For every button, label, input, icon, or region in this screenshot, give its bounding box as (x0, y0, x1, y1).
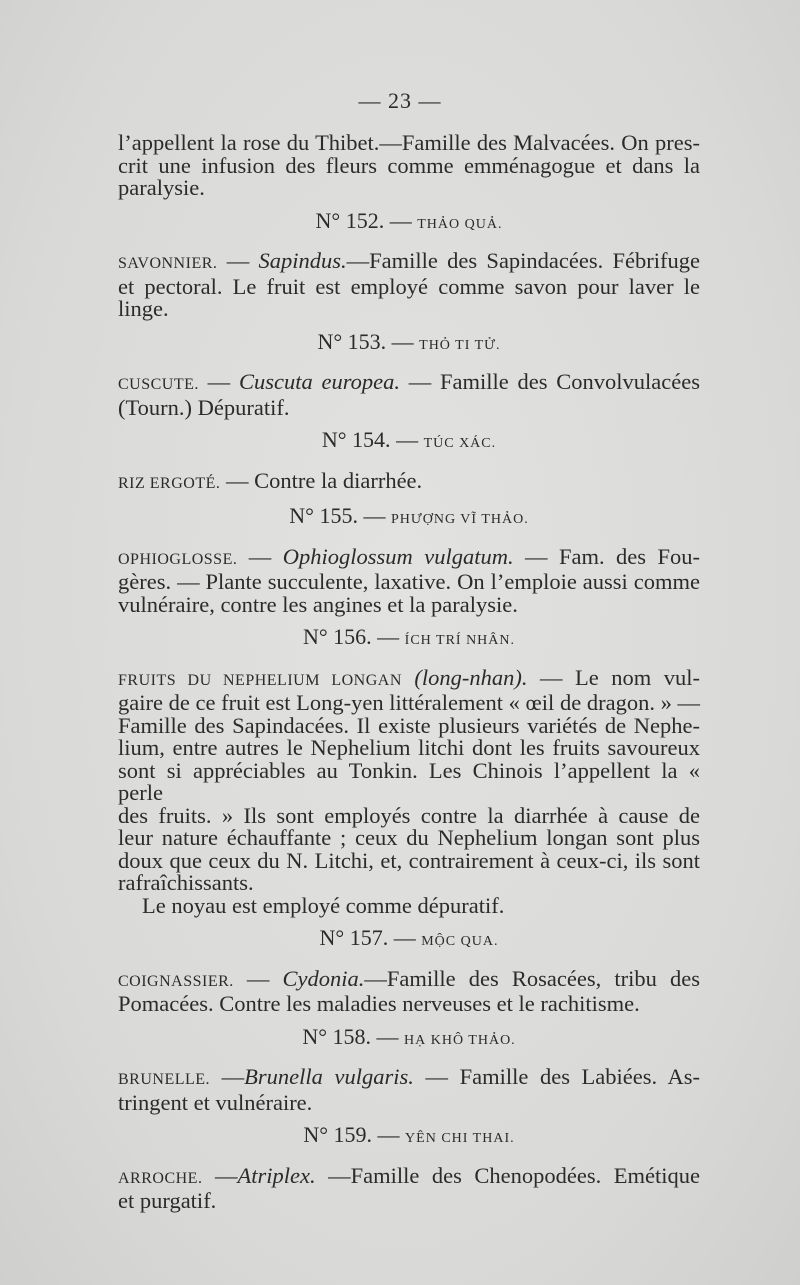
page-body (118, 132, 700, 1213)
text-line: lium, entre autres le Nephelium litchi dont les fruits savoureux (118, 735, 700, 760)
entry-paragraph (118, 467, 700, 496)
latin-name: (long-nhan). (414, 664, 528, 690)
heading-dash: — (376, 1023, 399, 1049)
heading-dash: — (363, 503, 386, 528)
entry-paragraph (118, 664, 701, 918)
plant-name: BRUNELLE. (118, 1071, 211, 1088)
plant-name: OPHIOGLOSSE. (118, 550, 238, 568)
heading-dash: — (377, 1122, 400, 1147)
text-line: —Famille des Chenopodées. Emétique (328, 1162, 701, 1188)
entry-number: N° 155. (289, 503, 358, 528)
plant-name: COIGNASSIER. (118, 972, 234, 990)
plant-name: CUSCUTE. (118, 376, 199, 393)
vietnamese-name: TÚC XÁC. (423, 436, 497, 451)
intro-paragraph (118, 132, 700, 200)
name-separator: — (221, 1064, 245, 1089)
entry-number: N° 159. (303, 1122, 373, 1147)
entry-heading (118, 328, 700, 358)
text-line: (Tourn.) Dépuratif. (118, 394, 290, 420)
name-separator: — (214, 1162, 238, 1188)
entry-paragraph (118, 1066, 700, 1114)
text-line: crit une infusion des fleurs comme emménagogue et dans la (118, 152, 700, 178)
entry-paragraph (118, 543, 701, 617)
plant-name: FRUITS DU NEPHELIUM LONGAN (118, 671, 402, 689)
heading-dash: — (389, 207, 412, 233)
name-separator: — (226, 467, 249, 493)
text-line: —Famille des Sapindacées. Fébrifuge (346, 248, 701, 273)
latin-name: Ophioglossum vulgatum. (282, 543, 514, 569)
entry-number: N° 153. (317, 328, 387, 354)
entry-number: N° 154. (321, 427, 391, 452)
text-line: — Fam. des Fou- (525, 543, 701, 569)
entry-paragraph (118, 371, 700, 419)
vietnamese-name: YÊN CHI THAI. (405, 1131, 515, 1146)
entry-number: N° 157. (319, 925, 389, 950)
text-line: doux que ceux du N. Litchi, et, contrairement à ceux-ci, ils sont (118, 847, 700, 873)
heading-dash: — (377, 624, 400, 649)
text-line: et pectoral. Le fruit est employé comme savon pour laver le (118, 273, 700, 299)
text-line: l’appellent la rose du Thibet.—Famille des Malvacées. On pres- (118, 130, 700, 155)
plant-name: RIZ ERGOTÉ. (118, 474, 221, 492)
text-line: Pomacées. Contre les maladies nerveuses et le rachitisme. (118, 991, 640, 1016)
entry-paragraph (118, 1162, 701, 1213)
entry-heading (118, 1023, 700, 1053)
latin-name: Sapindus. (258, 248, 347, 273)
text-line: rafraîchissants. (118, 870, 254, 895)
vietnamese-name: THỎ TI TỬ. (419, 337, 501, 353)
plant-name: SAVONNIER. (118, 255, 218, 272)
heading-dash: — (396, 427, 419, 452)
entry-heading (118, 626, 700, 653)
latin-name: Atriplex. (237, 1162, 316, 1188)
page-number: — 23 — (358, 88, 442, 113)
heading-dash: — (393, 925, 416, 950)
entry-number: N° 152. (315, 207, 385, 233)
entry-paragraph (118, 965, 700, 1016)
text-line: sont si appréciables au Tonkin. Les Chinois l’appellent la « perle (118, 757, 700, 805)
text-line: Famille des Sapindacées. Il existe plusieurs variétés de Nephe- (118, 712, 700, 738)
text-line: gaire de ce fruit est Long-yen littéralement « œil de dragon. » — (118, 690, 700, 715)
text-line: Contre la diarrhée. (254, 467, 423, 493)
text-line: leur nature échauffante ; ceux du Nephelium longan sont plus (118, 825, 700, 850)
text-line: gères. — Plante succulente, laxative. On l’emploie aussi comme (118, 569, 700, 594)
text-line: linge. (118, 296, 169, 321)
vietnamese-name: HẠ KHÔ THẢO. (404, 1032, 516, 1048)
name-separator: — (246, 965, 270, 991)
text-line: vulnéraire, contre les angines et la paralysie. (118, 591, 518, 617)
latin-name: Cydonia. (282, 965, 365, 991)
name-separator: — (207, 369, 231, 394)
plant-name: ARROCHE. (118, 1169, 203, 1187)
text-line: — Le nom vul- (540, 664, 701, 690)
text-line: et purgatif. (118, 1188, 217, 1213)
vietnamese-name: PHƯỢNG VĨ THẢO. (390, 512, 529, 527)
entry-heading (118, 1124, 700, 1151)
vietnamese-name: ÍCH TRÍ NHÂN. (404, 633, 516, 648)
entry-number: N° 158. (302, 1023, 371, 1049)
text-line: Le noyau est employé comme dépuratif. (142, 892, 505, 918)
entry-paragraph (118, 250, 700, 321)
vietnamese-name: THẢO QUẢ. (417, 216, 503, 232)
name-separator: — (226, 248, 250, 273)
heading-dash: — (391, 328, 414, 354)
text-line: des fruits. » Ils sont employés contre la diarrhée à cause de (118, 802, 700, 828)
entry-heading (118, 927, 700, 954)
text-line: tringent et vulnéraire. (118, 1089, 313, 1115)
entry-heading (118, 505, 700, 532)
text-line: — Famille des Convolvulacées (408, 369, 700, 394)
text-line: paralysie. (118, 175, 205, 200)
entry-number: N° 156. (302, 624, 372, 649)
text-line: —Famille des Rosacées, tribu des (364, 965, 700, 991)
latin-name: Cuscuta europea. (238, 369, 400, 394)
text-line: — Famille des Labiées. As- (425, 1064, 701, 1089)
latin-name: Brunella vulgaris. (244, 1064, 414, 1089)
name-separator: — (248, 543, 272, 569)
vietnamese-name: MỘC QUA. (421, 934, 499, 949)
entry-heading (118, 207, 700, 237)
entry-heading (118, 429, 700, 456)
